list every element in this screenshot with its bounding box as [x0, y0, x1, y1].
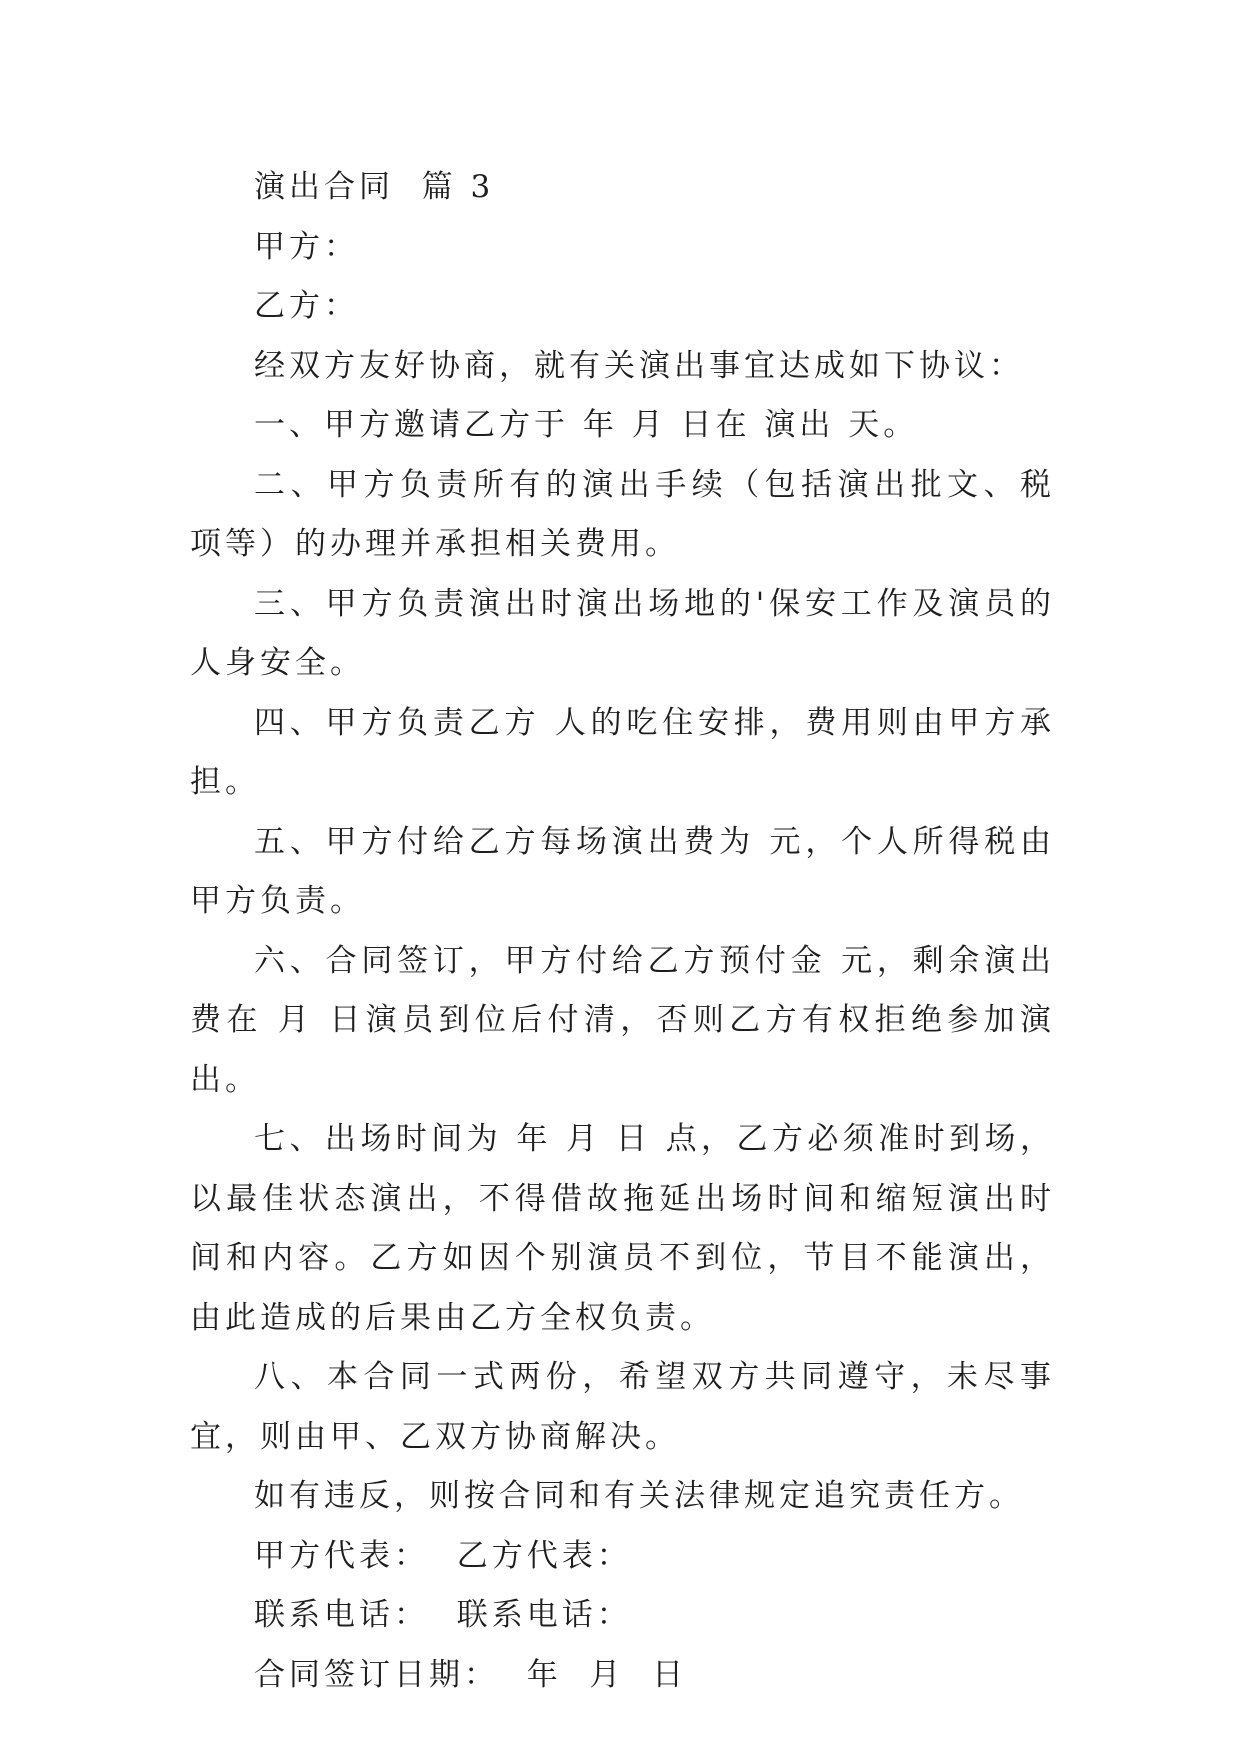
intro-paragraph: 经双方友好协商，就有关演出事宜达成如下协议：	[254, 347, 1024, 384]
clause-7: 七、出场时间为 年 月 日 点，乙方必须准时到场，以最佳状态演出，不得借故拖延出场时间和缩短演出时间和内容。乙方如因个别演员不到位，节目不能演出，由此造成的后果由乙方全权负责。	[190, 1121, 1055, 1336]
clause-1: 一、甲方邀请乙方于 年 月 日在 演出 天。	[254, 407, 919, 443]
party-b-label: 乙方：	[254, 288, 359, 324]
sign-date-line: 合同签订日期： 年 月 日	[254, 1656, 688, 1693]
clause-5: 五、甲方付给乙方每场演出费为 元，个人所得税由甲方负责。	[190, 823, 1055, 919]
clause-6: 六、合同签订，甲方付给乙方预付金 元，剩余演出费在 月 日演员到位后付清，否则乙方有权拒绝参加演出。	[190, 942, 1055, 1098]
contract-body	[190, 158, 1055, 1705]
clause-3: 三、甲方负责演出时演出场地的'保安工作及演员的人身安全。	[190, 585, 1055, 681]
representatives-line: 甲方代表： 乙方代表：	[254, 1537, 632, 1574]
party-a-label: 甲方：	[254, 228, 359, 265]
clause-8: 八、本合同一式两份，希望双方共同遵守，未尽事宜，则由甲、乙双方协商解决。	[190, 1359, 1055, 1455]
phones-line: 联系电话： 联系电话：	[254, 1597, 632, 1633]
clause-4: 四、甲方负责乙方 人的吃住安排，费用则由甲方承担。	[190, 704, 1055, 800]
violation-paragraph: 如有违反，则按合同和有关法律规定追究责任方。	[254, 1478, 1024, 1514]
contract-title: 演出合同 篇 3	[254, 169, 495, 205]
clause-2: 二、甲方负责所有的演出手续（包括演出批文、税项等）的办理并承担相关费用。	[190, 466, 1055, 562]
